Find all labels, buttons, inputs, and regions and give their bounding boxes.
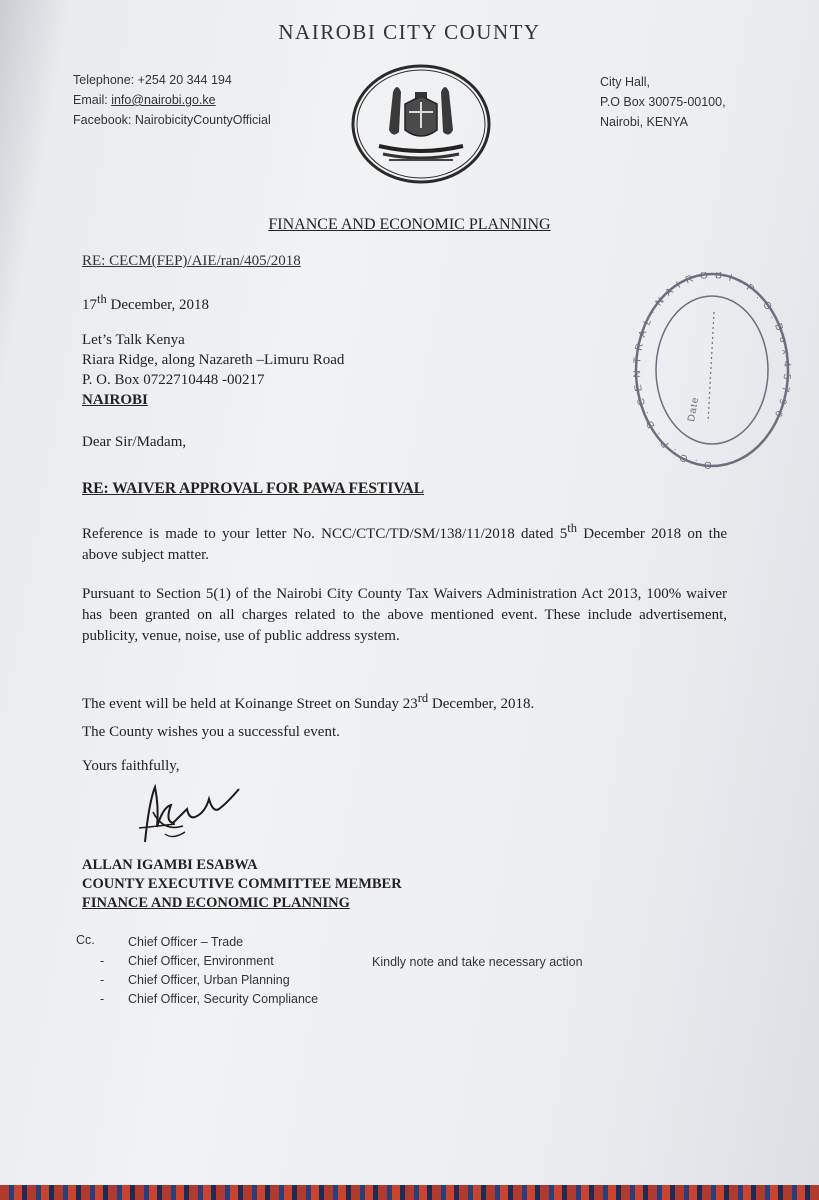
handwritten-signature-icon [125, 772, 245, 857]
cc-item: - Chief Officer, Security Compliance [100, 992, 319, 1006]
signatory-department: FINANCE AND ECONOMIC PLANNING [82, 895, 350, 911]
email-line: Email: info@nairobi.go.ke [73, 93, 216, 107]
table-cloth-edge [0, 1185, 819, 1200]
stamp-date-label: Date [686, 395, 702, 423]
signatory-name: ALLAN IGAMBI ESABWA [82, 857, 258, 873]
recipient-city: NAIROBI [82, 392, 148, 408]
reference-number: RE: CECM(FEP)/AIE/ran/405/2018 [82, 253, 301, 269]
cc-item: Chief Officer – Trade [128, 935, 244, 949]
county-coat-of-arms-icon [349, 62, 493, 191]
recipient-box: P. O. Box 0722710448 -00217 [82, 372, 265, 388]
address-line: City Hall, [600, 75, 651, 89]
facebook-line: Facebook: NairobicityCountyOfficial [73, 113, 271, 127]
signatory-block [82, 856, 402, 913]
cc-note: Kindly note and take necessary action [372, 955, 583, 969]
body-paragraph-reference: Reference is made to your letter No. NCC/CTC/TD/SM/138/11/2018 dated 5th December 2018 on the above subject matter. [82, 521, 728, 563]
department-heading: FINANCE AND ECONOMIC PLANNING [268, 216, 551, 233]
cc-label: Cc. [76, 933, 95, 947]
stamp-ring-text: O . C . P . D . C E N T R A L · N A I R O B I · P . O . B o x 4 5 7 9 6 [632, 272, 792, 471]
body-paragraph-wishes: The County wishes you a successful event. [82, 724, 340, 740]
cc-item: - Chief Officer, Urban Planning [100, 973, 290, 987]
cc-list [100, 933, 318, 1009]
email-link[interactable]: info@nairobi.go.ke [111, 93, 216, 107]
police-stamp-icon [632, 272, 792, 477]
body-paragraph-waiver: Pursuant to Section 5(1) of the Nairobi City County Tax Waivers Administration Act 2013, 100% waiver has been granted on all charges related to the above mentioned event. These include advertisement, publicity, venue, noise, use of public address system. [82, 586, 727, 644]
signatory-title: COUNTY EXECUTIVE COMMITTEE MEMBER [82, 876, 402, 892]
letter-date: 17th December, 2018 [82, 292, 210, 313]
subject-line: RE: WAIVER APPROVAL FOR PAWA FESTIVAL [82, 480, 425, 497]
address-line: P.O Box 30075-00100, [600, 95, 726, 109]
address-line: Nairobi, KENYA [600, 115, 688, 129]
contact-block [73, 70, 271, 130]
salutation: Dear Sir/Madam, [82, 434, 187, 450]
recipient-street: Riara Ridge, along Nazareth –Limuru Road [82, 352, 345, 368]
telephone-line: Telephone: +254 20 344 194 [73, 73, 232, 87]
closing: Yours faithfully, [82, 758, 180, 774]
letterhead-title: NAIROBI CITY COUNTY [278, 20, 541, 44]
cc-item: - Chief Officer, Environment [100, 954, 274, 968]
recipient-address [82, 330, 344, 410]
address-block [600, 72, 726, 132]
recipient-name: Let’s Talk Kenya [82, 332, 185, 348]
body-paragraph-event: The event will be held at Koinange Street on Sunday 23rd December, 2018. [82, 691, 535, 712]
